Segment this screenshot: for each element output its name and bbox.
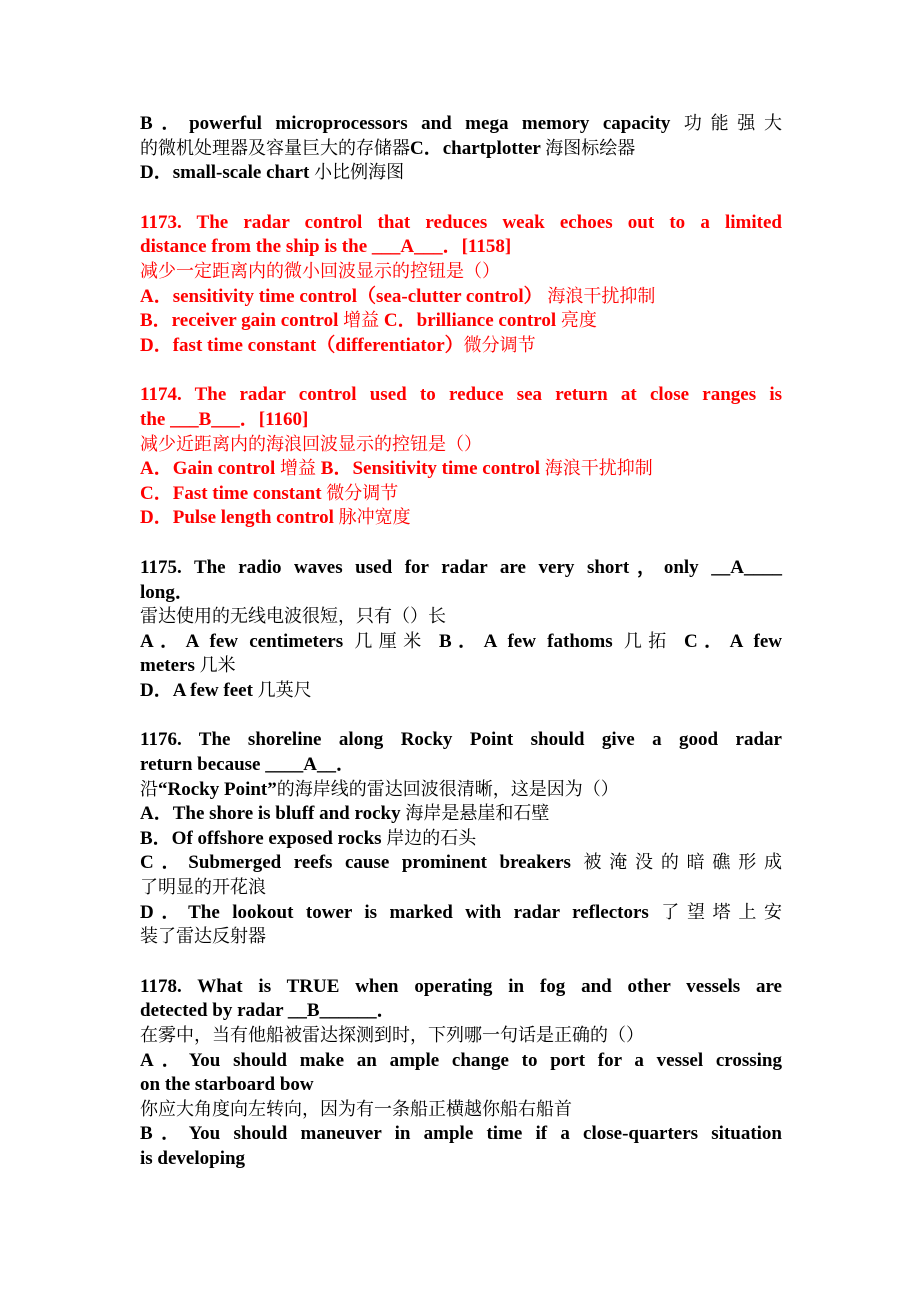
question-stem: detected by radar __B______． xyxy=(140,1000,396,1022)
question-stem-zh: 在雾中，当有他船被雷达探测到时，下列哪一句话是正确的（） xyxy=(140,1025,644,1046)
option-b-cont: is developing xyxy=(140,1147,246,1169)
option-a-zh: 你应大角度向左转向，因为有一条船正横越你船右船首 xyxy=(140,1098,572,1120)
question-stem-zh: 雷达使用的无线电波很短，只有（）长 xyxy=(140,606,446,628)
option-a: A．The shore is bluff and rocky 海岸是悬崖和石壁 xyxy=(140,803,550,825)
document-page xyxy=(140,112,782,1197)
option-c-cont: 了明显的开花浪 xyxy=(140,877,266,899)
option-a: A．sensitivity time control（sea-clutter control） 海浪干扰抑制 xyxy=(140,285,656,307)
question-stem-zh: 减少近距离内的海浪回波显示的控钮是（） xyxy=(140,433,482,455)
option-b-line: B．powerful microprocessors and mega memory capacity 功能强大 xyxy=(140,113,783,134)
question-stem: 1173. The radar control that reduces weak echoes out to a limited xyxy=(140,211,782,233)
option-c: C．Fast time constant 微分调节 xyxy=(140,482,399,504)
option-d: D．The lookout tower is marked with radar reflectors 了望塔上安 xyxy=(140,901,783,923)
option-d-line: D．small-scale chart 小比例海图 xyxy=(140,162,405,184)
option-c-cont: meters 几米 xyxy=(140,655,236,677)
option-c: C．Submerged reefs cause prominent breakers 被淹没的暗礁形成 xyxy=(140,852,783,874)
option-b: B．You should maneuver in ample time if a close-quarters situation xyxy=(140,1123,782,1145)
question-1174 xyxy=(140,383,782,531)
question-stem: 1178. What is TRUE when operating in fog and other vessels are xyxy=(140,975,782,997)
question-1175 xyxy=(140,556,782,704)
option-d-cont: 装了雷达反射器 xyxy=(140,926,266,948)
question-1173 xyxy=(140,211,782,359)
option-a: A．A few centimeters 几厘米 B．A few fathoms 几拓 C．A few xyxy=(140,630,783,652)
option-b: B．Of offshore exposed rocks 岸边的石头 xyxy=(140,827,477,849)
option-a: A．Gain control 增益 B．Sensitivity time control 海浪干扰抑制 xyxy=(140,458,653,480)
question-stem: the ___B___．[1160] xyxy=(140,408,309,430)
question-1178 xyxy=(140,975,782,1172)
option-d: D．fast time constant（differentiator）微分调节 xyxy=(140,334,536,356)
question-stem: distance from the ship is the ___A___．[1158] xyxy=(140,236,512,258)
question-stem: 1174. The radar control used to reduce sea return at close ranges is xyxy=(140,384,782,406)
question-stem-zh: 沿“Rocky Point”的海岸线的雷达回波很清晰，这是因为（） xyxy=(140,778,619,800)
option-d: D．Pulse length control 脉冲宽度 xyxy=(140,507,411,529)
option-a: A．You should make an ample change to port for a vessel crossing xyxy=(140,1049,782,1071)
option-c-line: 的微机处理器及容量巨大的存储器C．chartplotter 海图标绘器 xyxy=(140,137,636,159)
prev-question-tail xyxy=(140,112,782,186)
option-a-cont: on the starboard bow xyxy=(140,1074,314,1096)
question-stem-zh: 减少一定距离内的微小回波显示的控钮是（） xyxy=(140,260,500,282)
question-stem: return because ____A__． xyxy=(140,754,355,776)
question-1176 xyxy=(140,728,782,949)
question-stem: 1176. The shoreline along Rocky Point should give a good radar xyxy=(140,729,782,751)
question-stem: long． xyxy=(140,581,194,603)
option-d: D．A few feet 几英尺 xyxy=(140,679,312,701)
option-b: B．receiver gain control 增益 C．brilliance control 亮度 xyxy=(140,310,597,332)
question-stem: 1175. The radio waves used for radar are very short，only __A____ xyxy=(140,556,782,578)
